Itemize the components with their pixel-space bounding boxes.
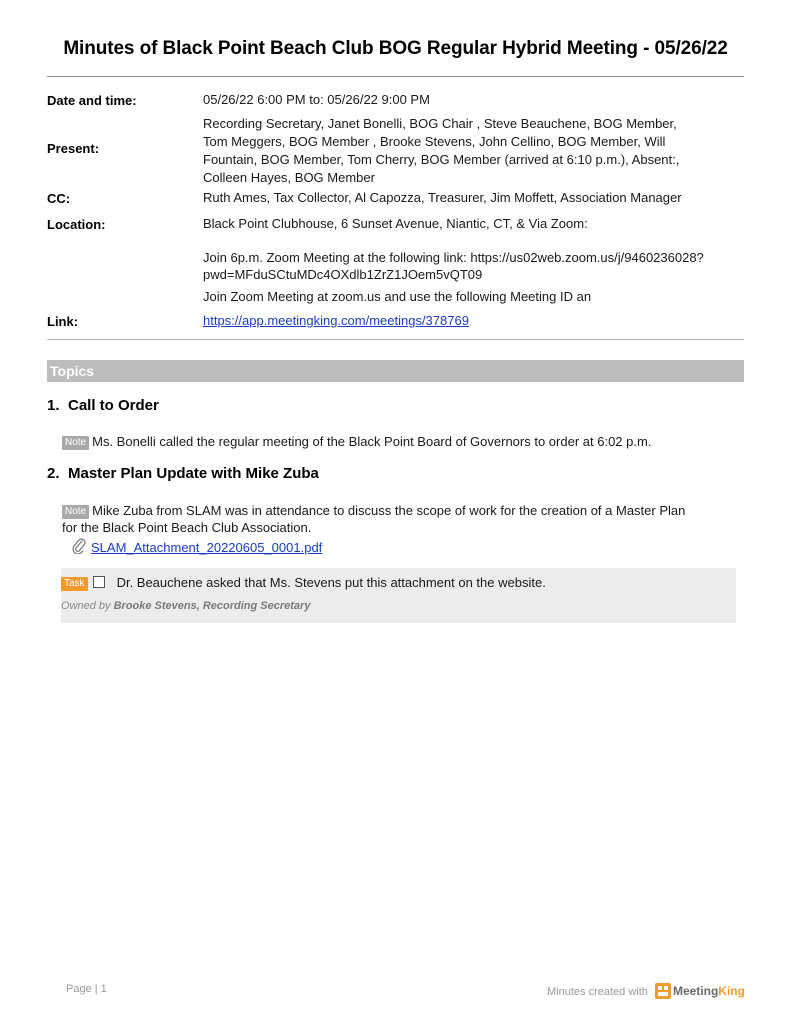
attachment-link[interactable]: SLAM_Attachment_20220605_0001.pdf	[91, 540, 323, 555]
document-title: Minutes of Black Point Beach Club BOG Regular Hybrid Meeting - 05/26/22	[63, 38, 728, 59]
task-badge: Task	[61, 577, 88, 591]
date-value: 05/26/22 6:00 PM to: 05/26/22 9:00 PM	[203, 92, 430, 107]
brand-name	[673, 984, 745, 998]
page-number: Page | 1	[66, 983, 107, 995]
present-line: Recording Secretary, Janet Bonelli, BOG Chair , Steve Beauchene, BOG Member,	[203, 116, 677, 131]
link-label: Link:	[47, 314, 79, 329]
note-text: Mike Zuba from SLAM was in attendance to discuss the scope of work for the creation of a Master Plan	[92, 503, 686, 518]
link-value-container	[203, 312, 748, 330]
task-item	[61, 568, 736, 623]
topic-title: Call to Order	[68, 397, 159, 414]
task-line	[61, 575, 546, 591]
location-line: Black Point Clubhouse, 6 Sunset Avenue, Niantic, CT, & Via Zoom:	[203, 216, 588, 231]
location-line: pwd=MFduSCtuMDc4OXdlb1ZrZ1JOem5vQT09	[203, 267, 483, 282]
location-label: Location:	[47, 217, 106, 232]
meta-divider	[47, 339, 744, 340]
attachment-row	[72, 538, 322, 557]
owned-by: Brooke Stevens, Recording Secretary	[113, 600, 311, 612]
note-text: for the Black Point Beach Club Association.	[62, 520, 312, 535]
paperclip-icon	[72, 538, 86, 557]
cc-label: CC:	[47, 191, 71, 206]
topic-note	[62, 433, 742, 450]
present-line: Tom Meggers, BOG Member , Brooke Stevens, John Cellino, BOG Member, Will	[203, 134, 666, 149]
topic-heading	[47, 465, 319, 482]
location-line: Join 6p.m. Zoom Meeting at the following link: https://us02web.zoom.us/j/9460236028?	[203, 250, 704, 265]
present-line: Fountain, BOG Member, Tom Cherry, BOG Member (arrived at 6:10 p.m.), Absent:,	[203, 152, 680, 167]
task-owner	[61, 600, 310, 612]
topic-number: 1.	[47, 397, 60, 414]
note-badge: Note	[62, 505, 89, 519]
note-badge: Note	[62, 436, 89, 450]
title-divider	[47, 76, 744, 77]
location-line: Join Zoom Meeting at zoom.us and use the following Meeting ID an	[203, 289, 592, 304]
topic-note	[62, 502, 742, 536]
topic-title: Master Plan Update with Mike Zuba	[68, 465, 319, 482]
task-checkbox[interactable]	[93, 576, 105, 588]
date-label: Date and time:	[47, 93, 137, 108]
present-value	[203, 115, 748, 187]
task-text: Dr. Beauchene asked that Ms. Stevens put this attachment on the website.	[116, 575, 546, 590]
created-with-text: Minutes created with	[547, 986, 648, 998]
present-label: Present:	[47, 141, 100, 156]
meeting-link[interactable]: https://app.meetingking.com/meetings/378769	[203, 313, 469, 328]
brand-part2: King	[718, 984, 745, 998]
topic-heading	[47, 397, 159, 414]
meetingking-logo-icon	[655, 983, 671, 1002]
cc-value: Ruth Ames, Tax Collector, Al Capozza, Treasurer, Jim Moffett, Association Manager	[203, 190, 682, 205]
brand-part1: Meeting	[672, 984, 719, 998]
topic-number: 2.	[47, 465, 60, 482]
note-text: Ms. Bonelli called the regular meeting of the Black Point Board of Governors to order at 6:02 p.m.	[92, 434, 652, 449]
owned-prefix: Owned by	[61, 600, 111, 612]
footer-credit	[547, 983, 745, 1002]
present-line: Colleen Hayes, BOG Member	[203, 170, 375, 185]
topics-header: Topics	[47, 360, 744, 382]
